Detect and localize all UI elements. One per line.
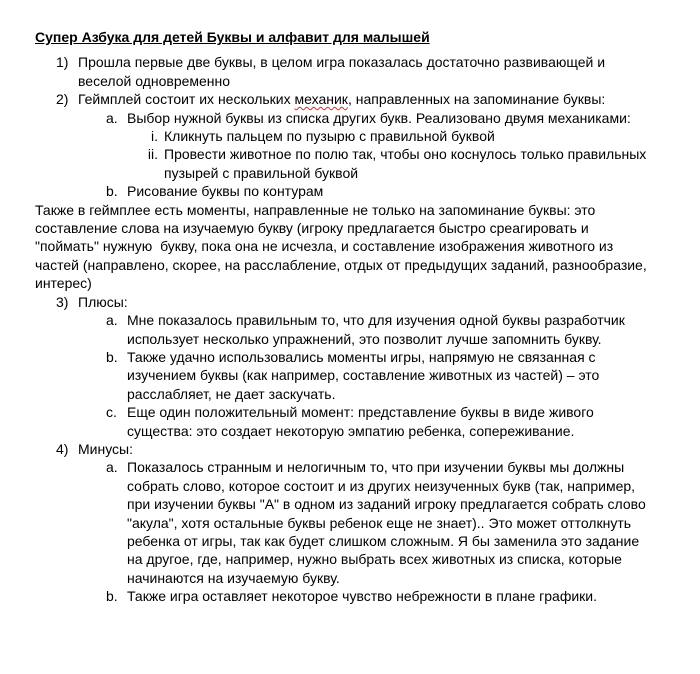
list-item-2a-ii — [35, 145, 651, 182]
list-item-2a-i — [35, 127, 647, 145]
list-item-text: Также игра оставляет некоторое чувство небрежности в плане графики. — [127, 588, 598, 605]
list-item-2a — [35, 109, 647, 127]
text-before-misspell: Геймплей состоит их нескольких — [78, 91, 295, 108]
list-item-text: Выбор нужной буквы из списка других букв. Реализовано двумя механиками: — [127, 109, 631, 126]
list-marker: c. — [106, 404, 117, 421]
list-item-3c — [35, 403, 647, 440]
list-item-text: Кликнуть пальцем по пузырю с правильной буквой — [164, 128, 495, 145]
doc-title: Супер Азбука для детей Буквы и алфавит для малышей — [35, 29, 430, 45]
list-item-text: Показалось странным и нелогичным то, что при изучении буквы мы должны собрать слово, которое состоит и из других неизученных букв (так, например, при изучении буквы "А" в одном из заданий игроку предлагается собрать слово "акула", хотя остальные буквы ребенок еще не знает).. Это может оттолкнуть ребенка от игры, так как будет слишком сложным. Я бы заменила это задание на другое, где, например, нужно выбрать всех животных из списка, которые начинаются на изучаемую букву. — [127, 459, 650, 586]
misspelled-word[interactable]: механик — [294, 91, 348, 108]
list-marker: b. — [106, 588, 118, 605]
list-item-3 — [35, 293, 647, 311]
list-item-2 — [35, 90, 647, 108]
list-marker: a. — [106, 109, 118, 126]
list-item-text: Еще один положительный момент: представление буквы в виде живого существа: это создает некоторую эмпатию ребенка, сопереживание. — [127, 404, 598, 439]
text-after-misspell: , направленных на запоминание буквы: — [347, 91, 606, 108]
list-marker: a. — [106, 312, 118, 329]
list-item-2b — [35, 182, 647, 200]
list-item-1 — [35, 53, 647, 90]
list-marker: ii. — [147, 146, 158, 163]
list-item-4b — [35, 587, 647, 605]
list-marker: b. — [106, 348, 118, 365]
list-marker: 3) — [56, 293, 69, 310]
list-marker: a. — [106, 459, 118, 476]
list-item-text — [78, 90, 647, 108]
paragraph-gameplay-note: Также в геймплее есть моменты, направленные не только на запоминание буквы: это составление слова на изучаемую букву (игроку предлагается быстро среагировать и "поймать" нужную букву, пока она не исчезла, и составление изображения животного из частей (направлено, скорее, на расслабление, отдых от предыдущих заданий, разнообразие, интерес) — [35, 201, 651, 292]
list-item-4 — [35, 440, 647, 458]
list-item-3b — [35, 348, 647, 403]
list-marker: 4) — [56, 440, 69, 457]
list-item-text: Минусы: — [78, 440, 134, 457]
list-marker: i. — [151, 128, 158, 145]
list-marker: 1) — [56, 54, 69, 71]
list-item-text: Также удачно использовались моменты игры, напрямую не связанная с изучением буквы (как например, составление животных из частей) – это расслабляет, не дает заскучать. — [127, 348, 604, 402]
list-item-4a — [35, 458, 650, 587]
list-marker: 2) — [56, 91, 69, 108]
list-item-text: Прошла первые две буквы, в целом игра показалась достаточно развивающей и веселой одновременно — [78, 54, 609, 89]
list-item-text: Провести животное по полю так, чтобы оно коснулось только правильных пузырей с правильной буквой — [164, 146, 651, 181]
list-item-3a — [35, 311, 647, 348]
list-item-text: Мне показалось правильным то, что для изучения одной буквы разработчик использует несколько упражнений, это позволит лучше запомнить букву. — [127, 312, 629, 347]
list-item-text: Рисование буквы по контурам — [127, 183, 324, 200]
list-item-text: Плюсы: — [78, 293, 128, 310]
list-marker: b. — [106, 183, 118, 200]
